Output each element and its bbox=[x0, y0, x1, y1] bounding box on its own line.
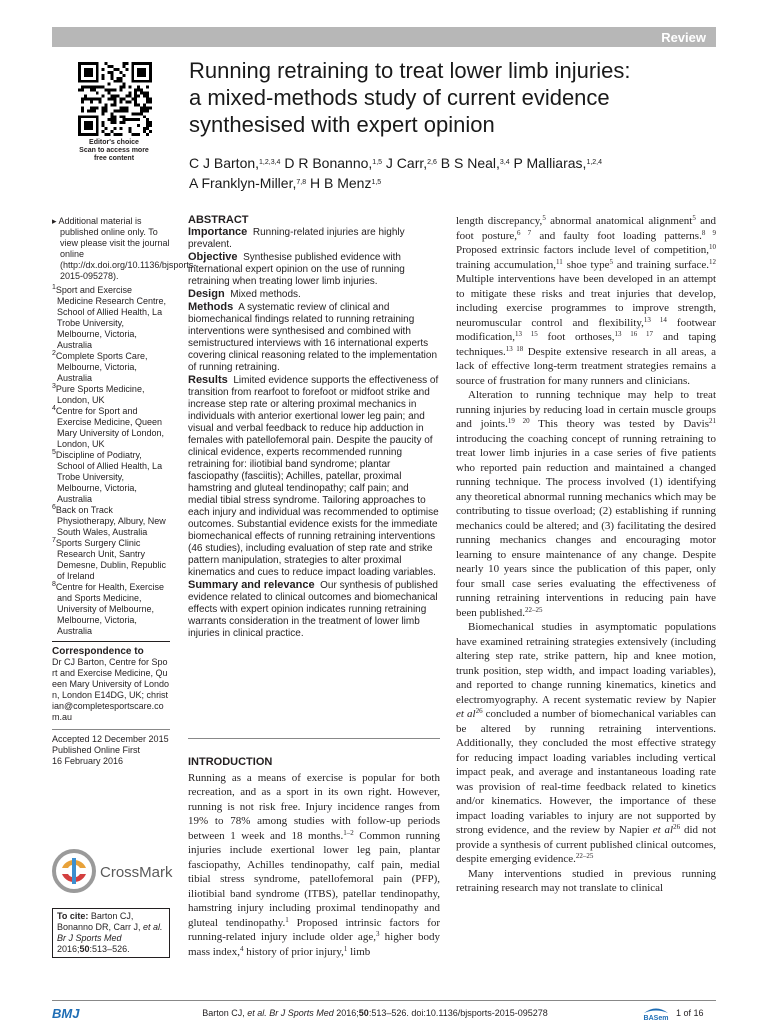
author-name: C J Barton, bbox=[189, 155, 260, 171]
reference-link[interactable]: 1–2 bbox=[343, 828, 354, 837]
qr-caption-line: Editor's choice bbox=[89, 139, 139, 146]
affiliation-marker: 1,2,3,4 bbox=[259, 159, 281, 166]
paragraph: Biomechanical studies in asymptomatic populations have examined retraining strategies extensively (including altering step rate, strike pattern, hip and knee motion, trunk position, step width, and impact loading variables), and reported to change running kinematics, kinetics and electromyography. A recent systematic review by Napier et $al^{26}$ concluded a number of biomechanical variables can be altered by running retraining interventions. Additionally, they concluded the most effective strategy for reducing impact loading variables including vertical impact peak, and average and instantaneous loading rate was provision of real-time feedback related to kinetics and/or kinematics. However, the importance of these impact loading variables to injury are not supported by strong evidence, and the review by Napier et $al^{26}$ did not provide a synthesis of current published clinical outcomes, despite emerging evidence.$^{22-25}$ bbox=[456, 621, 716, 865]
author-name: D R Bonanno, bbox=[280, 155, 373, 171]
section-label: Objective bbox=[188, 251, 238, 263]
affiliation: $^1$Sport and Exercise Medicine Research Centre, School of Allied Health, La Trobe University, Melbourne, Victoria, Australia bbox=[52, 284, 167, 350]
affiliation-marker: 1,5 bbox=[371, 179, 382, 186]
reference-link[interactable]: 1 bbox=[343, 944, 348, 953]
qr-code[interactable] bbox=[78, 62, 152, 136]
author-name: P Malliaras, bbox=[509, 155, 587, 171]
correspondence-text: Dr CJ Barton, Centre for Sport and Exercise Medicine, Queen Mary University of London, London E14DG, UK; christian@completesportscare.com.au bbox=[52, 657, 170, 722]
cite-pages: :513–526. bbox=[89, 944, 130, 954]
crossmark-logo[interactable] bbox=[52, 846, 182, 896]
affiliation: $^2$Complete Sports Care, Melbourne, Victoria, Australia bbox=[52, 350, 148, 383]
author-name: A Franklyn-Miller, bbox=[189, 175, 297, 191]
footer-citation: Barton CJ, et al. Br J Sports Med 2016;50:513–526. doi:10.1136/bjsports-2015-095278 bbox=[202, 1008, 548, 1018]
section-label: Importance bbox=[188, 226, 248, 238]
section-text: Mixed methods. bbox=[230, 289, 301, 300]
section-text: Running-related injuries are highly prevalent. bbox=[188, 227, 405, 250]
abstract-summary bbox=[188, 579, 440, 640]
cite-label: To cite: bbox=[57, 911, 89, 921]
author-list bbox=[189, 153, 709, 193]
abstract-heading: ABSTRACT bbox=[188, 214, 249, 226]
cite-authors: Barton CJ, Bonanno DR, Carr J, bbox=[57, 911, 144, 932]
affiliation: $^7$Sports Surgery Clinic Research Unit, Santry Demesne, Dublin, Republic of Ireland bbox=[52, 537, 167, 581]
section-text: Our synthesis of published evidence related to clinical outcomes and biomechanical effects with expert opinion indicates running retraining warrants consideration in the treatment of lower limb injuries in clinical practice. bbox=[188, 580, 438, 639]
section-text: Limited evidence supports the effectiveness of transition from rearfoot to forefoot or midfoot strike and increase step rate or altering proximal mechanics in individuals with anterior exertional lower leg pain; and visual and verbal feedback to reduce hip adduction in females with patellofemoral pain. Despite the paucity of clinical evidence, experts recommended running retraining for: iliotibial band syndrome; plantar fasciopathy (fasciitis); Achilles, patellar, proximal hamstring and gluteal tendinopathy; calf pain; and medial tibial stress syndrome. Tailoring approaches to each injury and individual was recommended to optimise outcomes. Substantial evidence exists for the immediate biomechanical effects of running retraining interventions (46 studies), including evaluation of step rate and strike pattern manipulation, strategies to alter proximal kinematics and cues to reduce impact loading variables. bbox=[188, 375, 439, 578]
affiliation: $^4$Centre for Sport and Exercise Medicine, Queen Mary University of London, London, UK bbox=[52, 405, 165, 449]
affiliation: $^3$Pure Sports Medicine, London, UK bbox=[52, 383, 145, 405]
author-line bbox=[189, 173, 709, 193]
section-label: Review bbox=[661, 30, 706, 45]
reference-link[interactable]: 3 bbox=[375, 930, 380, 938]
author-name: J Carr, bbox=[382, 155, 428, 171]
abstract-importance bbox=[188, 226, 440, 251]
section-bar bbox=[52, 27, 716, 47]
paragraph: Many interventions studied in previous running retraining research may not translate to clinical bbox=[456, 867, 716, 894]
crossmark-label: CrossMark bbox=[100, 864, 173, 881]
qr-caption-line: Scan to access more bbox=[79, 147, 149, 154]
title-line: synthesised with expert opinion bbox=[189, 112, 495, 137]
additional-material-note: ▸ Additional material is published online only. To view please visit the journal online (http://dx.doi.org/10.1136/bjsports-2015-095278). bbox=[52, 216, 197, 281]
cite-year: 2016; bbox=[57, 944, 80, 954]
accepted-date: Accepted 12 December 2015 bbox=[52, 734, 169, 744]
abstract-methods bbox=[188, 301, 440, 374]
divider bbox=[52, 641, 170, 642]
section-label: Design bbox=[188, 288, 225, 300]
basem-logo bbox=[640, 1004, 672, 1022]
title-line: a mixed-methods study of current evidence bbox=[189, 85, 610, 110]
correspondence-heading: Correspondence to bbox=[52, 646, 144, 657]
divider bbox=[52, 729, 170, 730]
basem-label: BASem bbox=[643, 1015, 669, 1022]
affiliation-marker: 7,8 bbox=[296, 179, 307, 186]
paragraph: length discrepancy,$^5$ abnormal anatomical alignment$^5$ and foot posture,$^{6 7}$ and faulty foot loading patterns.$^{8 9}$ Proposed extrinsic factors include level of competition,$^{10}$ training accumulation,$^{11}$ shoe type$^5$ and training surface.$^{12}$ Multiple interventions have been developed in an attempt to mitigate these risks and treat injuries that develop, including exercise programmes to improve strength, neuromuscular control and flexibility,$^{13 14}$ footwear modification,$^{13 15}$ foot orthoses,$^{13 16 17}$ and taping techniques.$^{13 18}$ Despite extensive research in all areas, a lack of effective long-term treatment strategies remains a source of frustration for many runners and clinicians. bbox=[456, 214, 717, 387]
affiliation: $^6$Back on Track Physiotherapy, Albury, New South Wales, Australia bbox=[52, 504, 166, 537]
author-name: B S Neal, bbox=[436, 155, 500, 171]
paragraph: Alteration to running technique may help to treat running injuries by reducing load in certain muscle groups and joints.$^{19 20}$ This theory was tested by Davis$^{21}$ introducing the coaching concept of running retraining to treat lower limb injuries in a case series of five patients who reported pain reduction and maintained a changed running technique. The process involved (1) identifying any theoretical abnormal running mechanics which may be contributing to tissue overload; (2) establishing if running mechanics could be altered; and (3) facilitating the desired running mechanics changes and encouraging motor learning to ensure maintenance of any change. Despite nearly 10 years since the publication of this paper, only four small case series evaluating the effectiveness of running retraining interventions in reducing pain have been published.$^{22-25}$ bbox=[456, 389, 717, 619]
section-label: Summary and relevance bbox=[188, 579, 315, 591]
section-label: Methods bbox=[188, 301, 234, 313]
affiliation-marker: 3,4 bbox=[499, 159, 510, 166]
author-line bbox=[189, 153, 709, 173]
page-number: 1 of 16 bbox=[676, 1008, 704, 1018]
abstract-results bbox=[188, 374, 440, 579]
introduction-heading: INTRODUCTION bbox=[188, 756, 273, 768]
title-line: Running retraining to treat lower limb injuries: bbox=[189, 58, 631, 83]
affiliation: $^8$Centre for Health, Exercise and Sports Medicine, University of Melbourne, Melbourne, Victoria, Australia bbox=[52, 581, 164, 636]
introduction bbox=[188, 755, 440, 959]
qr-caption-line: free content bbox=[93, 155, 135, 162]
article-title bbox=[189, 57, 709, 138]
citation-box bbox=[52, 908, 170, 958]
abstract-design bbox=[188, 288, 440, 301]
affiliation-marker: 2,6 bbox=[427, 159, 437, 166]
published-label: Published Online First bbox=[52, 745, 141, 755]
cite-etal: et al. bbox=[143, 922, 163, 932]
bmj-logo[interactable]: BMJ bbox=[52, 1006, 80, 1021]
sidebar bbox=[52, 216, 197, 767]
author-name: H B Menz bbox=[306, 175, 372, 191]
section-text: Synthesise published evidence with international expert opinion on the use of running retraining when treating lower limb injuries. bbox=[188, 252, 405, 287]
section-label: Results bbox=[188, 374, 228, 386]
divider bbox=[52, 1000, 716, 1001]
divider bbox=[188, 738, 440, 739]
affiliation: $^5$Discipline of Podiatry, School of Allied Health, La Trobe University, Melbourne, Victoria, Australia bbox=[52, 449, 163, 504]
published-date: 16 February 2016 bbox=[52, 756, 124, 766]
cite-journal: Br J Sports Med bbox=[57, 933, 122, 943]
section-text: A systematic review of clinical and biomechanical findings related to running retraining interventions were synthesised and combined with semistructured interviews with 16 international experts covering clinical reasoning related to the implementation of running retraining. bbox=[188, 302, 438, 373]
affiliations bbox=[52, 285, 170, 637]
affiliation-marker: 1,5 bbox=[372, 159, 383, 166]
abstract-objective bbox=[188, 251, 440, 288]
affiliation-marker: 1,2,4 bbox=[586, 159, 603, 166]
paragraph: Running as a means of exercise is popular for both recreation, and as a sport in its own right. However, running is not risk free. Injury incidence ranges from 19% to 78% among studies with follow-up periods between 1 week and 18 months.$^{1-2}$ Common running injuries include exertional lower leg pain, plantar fasciopathy, Achilles tendinopathy, calf pain, medial tibial stress syndrome, patellofemoral pain (PFP), iliotibial band syndrome (ITBS), patellar tendinopathy, hamstring injury including proximal tendinopathy and gluteal tendinopathy.$^1$ Proposed intrinsic factors for running-related injury include older age,$^3$ higher body mass index,$^4$ history of prior injury,$^1$ limb bbox=[188, 771, 441, 958]
body-column-right bbox=[456, 214, 716, 896]
abstract bbox=[188, 214, 440, 640]
reference-link[interactable]: 4 bbox=[239, 944, 244, 953]
reference-link[interactable]: 1 bbox=[285, 915, 289, 924]
qr-caption bbox=[64, 139, 164, 163]
cite-volume: 50 bbox=[79, 944, 90, 954]
